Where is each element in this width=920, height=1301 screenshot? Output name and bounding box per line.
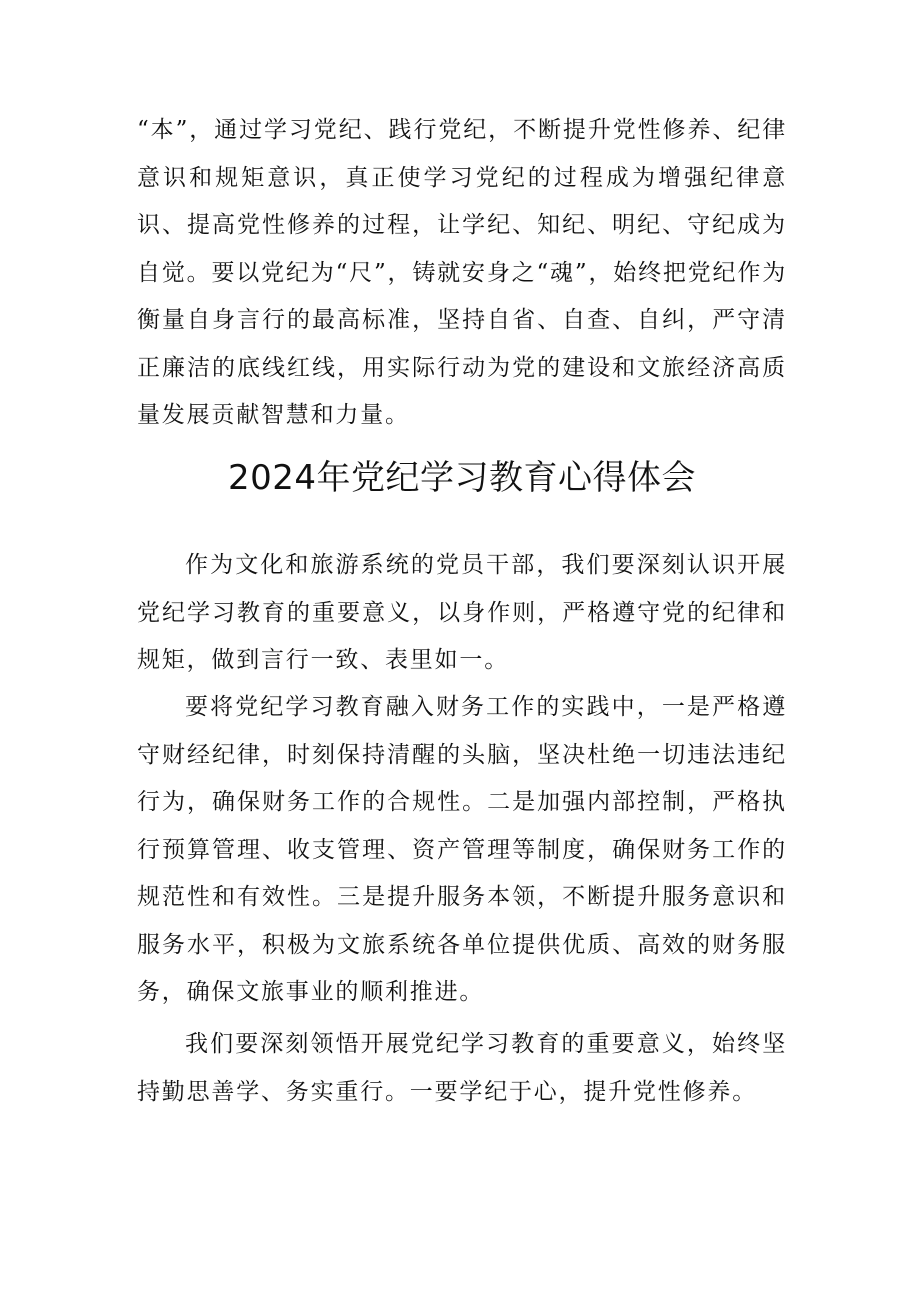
body-paragraph-2: 要将党纪学习教育融入财务工作的实践中，一是严格遵守财经纪律，时刻保持清醒的头脑，坚决杜绝一切违法违纪行为，确保财务工作的合规性。二是加强内部控制，严格执行预算管理、收支管理、资产管理等制度，确保财务工作的规范性和有效性。三是提升服务本领，不断提升服务意识和服务水平，积极为文旅系统各单位提供优质、高效的财务服务，确保文旅事业的顺利推进。 [137, 694, 787, 1005]
body-paragraph-3: 我们要深刻领悟开展党纪学习教育的重要意义，始终坚持勤思善学、务实重行。一要学纪于心，提升党性修养。 [137, 1031, 787, 1105]
body-paragraph-1: 作为文化和旅游系统的党员干部，我们要深刻认识开展党纪学习教育的重要意义，以身作则，严格遵守党的纪律和规矩，做到言行一致、表里如一。 [137, 552, 787, 673]
continuation-paragraph: “本”，通过学习党纪、践行党纪，不断提升党性修养、纪律意识和规矩意识，真正使学习党纪的过程成为增强纪律意识、提高党性修养的过程，让学纪、知纪、明纪、守纪成为自觉。要以党纪为“尺”，铸就安身之“魂”，始终把党纪作为衡量自身言行的最高标准，坚持自省、自查、自纠，严守清正廉洁的底线红线，用实际行动为党的建设和文旅经济高质量发展贡献智慧和力量。 [137, 117, 787, 428]
document-title: 2024年党纪学习教育心得体会 [227, 458, 697, 498]
